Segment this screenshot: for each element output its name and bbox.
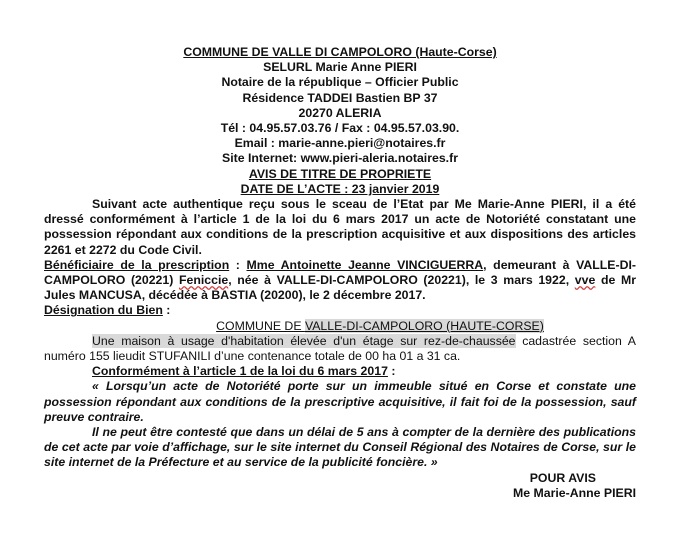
quote-paragraph-2: Il ne peut être contesté que dans un délai de 5 ans à compter de la dernière des publications de cet acte par voie d’affichage, sur le site internet du Conseil Régional des Notaires de Corse, sur le site internet de la Préfecture et au service de la publicité foncière. » [44, 425, 636, 470]
beneficiary-paragraph [44, 258, 636, 304]
notice-document [44, 45, 636, 501]
beneficiary-text-2: , née à VALLE-DI-CAMPOLORO (20221), le 3 mars 1922, [228, 273, 575, 288]
beneficiary-sep: : [229, 257, 247, 272]
notaire-line: Notaire de la république – Officier Public [221, 75, 459, 90]
designation-label: Désignation du Bien [44, 303, 163, 318]
postal-city-line: 20270 ALERIA [298, 105, 382, 120]
beneficiary-place: Feniccie [178, 273, 229, 288]
commune-name-highlight: VALLE-DI-CAMPOLORO (HAUTE-CORSE) [304, 318, 544, 333]
notice-title: AVIS DE TITRE DE PROPRIETE [248, 166, 432, 181]
intro-paragraph: Suivant acte authentique reçu sous le sceau de l’Etat par Me Marie-Anne PIERI, il a été dressé conformément à l’article 1 de la loi du 6 mars 2017 un acte de Notoriété constatant une possession répondant aux conditions de la prescription acquisitive et aux dispositions des articles 2261 et 2272 du Code Civil. [44, 197, 636, 257]
email-line: Email : marie-anne.pieri@notaires.fr [234, 136, 446, 151]
selurl-line: SELURL Marie Anne PIERI [263, 60, 417, 75]
designation-heading [44, 303, 636, 318]
designation-sep: : [162, 303, 171, 318]
beneficiary-text-3: de Mr Jules MANCUSA, décédée à BASTIA (20200), le 2 décembre 2017. [44, 273, 636, 303]
commune-designation [44, 319, 636, 334]
residence-line: Résidence TADDEI Bastien BP 37 [242, 90, 438, 105]
article-sep: : [387, 364, 396, 379]
article-heading [44, 364, 636, 379]
property-highlight: Une maison à usage d'habitation élevée d'un étage sur rez-de-chaussée [92, 333, 516, 348]
commune-prefix: COMMUNE DE [216, 318, 305, 333]
signature: Me Marie-Anne PIERI [513, 485, 636, 500]
website-line: Site Internet: www.pieri-aleria.notaires.fr [222, 151, 458, 166]
beneficiary-label: Bénéficiaire de la prescription [44, 257, 230, 272]
beneficiary-text-1: , demeurant à VALLE-DI-CAMPOLORO (20221) [44, 257, 636, 288]
commune-heading: COMMUNE DE VALLE DI CAMPOLORO (Haute-Corse) [183, 45, 497, 59]
phone-fax-line: Tél : 04.95.57.03.76 / Fax : 04.95.57.03.90. [220, 121, 460, 136]
property-paragraph [44, 334, 636, 364]
property-details: cadastrée section A numéro 155 lieudit STUFANILI d’une contenance totale de 00 ha 01 a 31 ca. [44, 333, 636, 364]
article-label: Conformément à l’article 1 de la loi du 6 mars 2017 [92, 364, 388, 379]
beneficiary-name: Mme Antoinette Jeanne VINCIGUERRA [246, 257, 484, 272]
quote-paragraph-1: « Lorsqu’un acte de Notoriété porte sur un immeuble situé en Corse et constate une possession répondant aux conditions de la prescriptive acquisitive, il fait foi de la possession, sauf preuve contraire. [44, 379, 636, 424]
beneficiary-vve: vve [574, 273, 596, 288]
pour-avis: POUR AVIS [529, 470, 596, 485]
deed-date: DATE DE L’ACTE : 23 janvier 2019 [240, 181, 440, 196]
